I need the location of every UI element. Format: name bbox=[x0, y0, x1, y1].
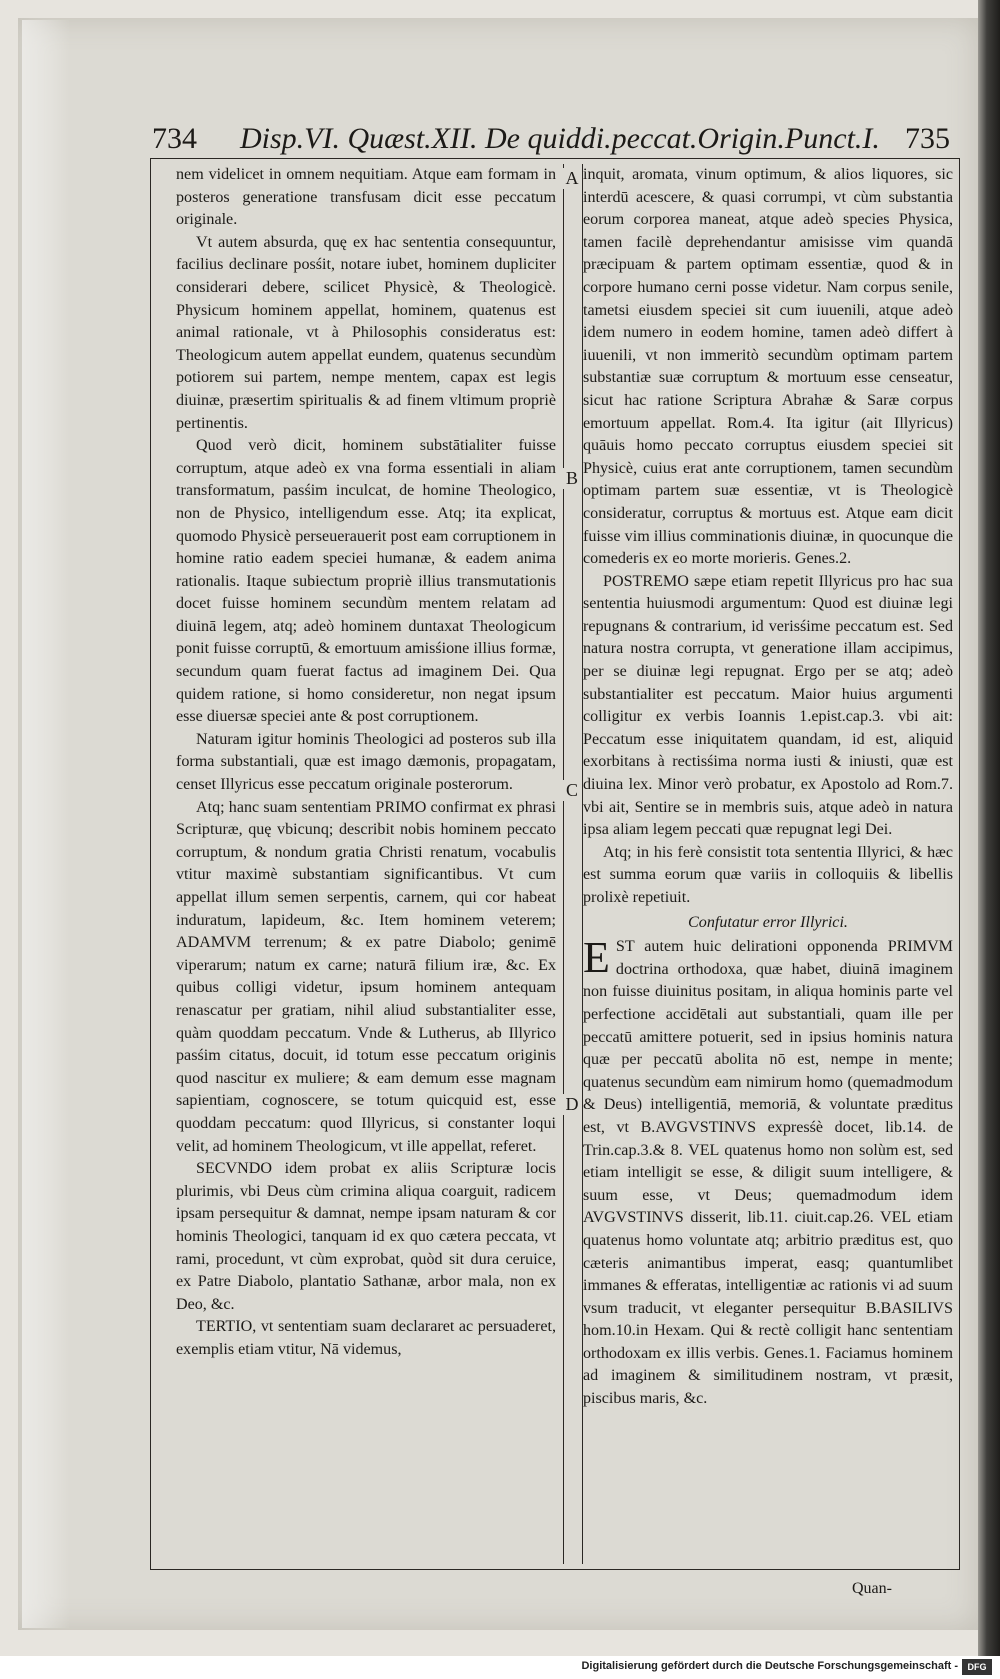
dropcap-letter: E bbox=[583, 933, 610, 983]
right-folio-number: 735 bbox=[905, 122, 950, 155]
catchword: Quan- bbox=[852, 1580, 892, 1597]
paragraph-with-dropcap bbox=[583, 933, 953, 1410]
paragraph: SECVNDO idem probat ex aliis Scripturæ locis plurimis, vbi Deus cùm crimina aliqua coarguit, radicem ipsam persequitur & damnat, nempe ipsam naturam & cor hominis Theologici, tanquam id ex quo cætera peccata, vt rami, procedunt, vt cùm exprobat, quòd sit dura ceruice, ex Patre Diabolo, plantatio Sathanæ, arbor mala, non ex Deo, &c. bbox=[176, 1160, 556, 1313]
paragraph: inquit, aromata, vinum optimum, & alios liquores, sic interdū acescere, & quasi corrumpi, vt cùm substantia eorum corporea maneat, atque adeò species Physica, tamen facilè deprehendantur amisisse vim quandā præcipuam & partem optimam essentiæ, quod & in corpore humano cerni posse videtur. Nam corpus senile, tametsi eiusdem speciei sit cum iuuenili, atque adeò idem numero in eodem homine, tamen adeò differt à iuuenili, vt non immeritò secundùm optimam partem substantiæ suæ corruptum & mortuum esse censeatur, sicut hac ratione Scriptura Abrahæ & Saræ corpus emortuum appellat. Rom.4. Ita igitur (ait Illyricus) quāuis homo peccato corruptus eiusdem speciei sit Physicè, cuius erat ante corruptionem, tamen secundùm optimam partem suæ essentiæ, vt is Theologicè consideratur, corruptus & mortuus est. Atque eam dicit fuisse vim illius comminationis diuinæ, in quocunque die comederis ex eo morte morieris. Genes.2. bbox=[583, 166, 953, 568]
running-head bbox=[150, 120, 958, 160]
book-spine bbox=[978, 0, 1000, 1679]
paragraph-text: ST autem huic delirationi opponenda PRIMVM doctrina orthodoxa, quæ habet, diuinā imaginem non fuisse diuinitus positam, in aliqua hominis parte vel perfectione accidētali aut substantiali, quam ille per peccatū amittere potuerit, sed in ipsius hominis natura quæ per peccatū abolita nō est, nempe in mente; quatenus secundùm eam nimirum homo (quemadmodum & Deus) intelligentiā, memoriā, & voluntate præditus est, vt B.AVGVSTINVS expresśè docet, lib.14. de Trin.cap.3.& 8. VEL quatenus homo non solùm est, sed etiam intelligit se esse, & diligit suum intelligere, & suum esse, vt Deus; quemadmodum idem AVGVSTINVS disserit, lib.11. ciuit.cap.26. VEL etiam quatenus homo voluntate atq; arbitrio præditus est, quo cæteris animantibus imperat, easq; quantumlibet immanes & efferatas, intelligentiæ ac rationis vi ad suum vsum traducit, vt eleganter persequitur B.BASILIVS hom.10.in Hexam. Qui & rectè colligit hanc sententiam orthodoxam ex illis verbis. Genes.1. Faciamus hominem ad imaginem & similitudinem nostram, vt præsit, piscibus maris, &c. bbox=[583, 938, 953, 1408]
paragraph: Naturam igitur hominis Theologici ad posteros sub illa forma substantiali, quæ est imago dæmonis, propagatam, censet Illyricus esse peccatum originale posterorum. bbox=[176, 730, 556, 794]
section-heading: Confutatur error Illyrici. bbox=[688, 913, 848, 931]
left-folio-number: 734 bbox=[152, 122, 197, 155]
margin-letter-c: C bbox=[563, 780, 581, 801]
margin-letter-d: D bbox=[563, 1094, 581, 1115]
footer-credit: Digitalisierung gefördert durch die Deutsche Forschungsgemeinschaft - bbox=[581, 1660, 958, 1672]
running-head-title: Disp.VI. Quæst.XII. De quiddi.peccat.Origin.Punct.I. bbox=[240, 122, 880, 155]
paragraph: Atq; hanc suam sententiam PRIMO confirmat ex phrasi Scripturæ, quę vbicunq; describit nobis hominem peccato corruptum, & nondum gratia Christi renatum, vocabulis vtitur maximè substantiam significantibus. Vt cum appellat illum semen serpentis, carnem, qui cor habeat induratum, lapideum, &c. Item hominem veterem; ADAMVM terrenum; & ex patre Diabolo; genimē viperarum; natum ex carne; naturā filium iræ, &c. Ex quibus colligi videtur, ipsum hominem antequam renascatur per gratiam, nihil aliud substantialiter esse, quàm quoddam peccatum. Vnde & Lutherus, ab Illyrico pasśim citatus, docuit, id totum esse peccatum originis quod nascitur ex muliere; & eam demum esse magnam sapientiam, cognoscere, se totum quicquid est, esse quoddam peccatum: quod Illyricus, si constanter loqui velit, ad hominem Theologicum, vt ille appellat, referet. bbox=[176, 798, 556, 1155]
margin-letter-a: A bbox=[563, 168, 581, 189]
dfg-logo-icon: DFG bbox=[962, 1659, 992, 1675]
margin-letter-b: B bbox=[563, 468, 581, 489]
paragraph: Quod verò dicit, hominem substātialiter fuisse corruptum, atque adeò ex vna forma essentiali in aliam transformatum, pasśim inculcat, de homine Theologico, non de Physico, intelligendum esse. Atq; ita explicat, quomodo Physicè perseuerauerit post eam corruptionem in homine ratio eadem speciei humanæ, & eadem anima rationalis. Itaque subiectum propriè illius transmutationis docet fuisse hominem secundùm mentem relatam ad diuinā legem, atq; adeò hominem duntaxat Theologicum ponit fuisse corruptū, & emortuum amisśione illius formæ, secundum quam fuerat factus ad imaginem Dei. Qua quidem ratione, si homo consideretur, non negat ipsum esse diuersæ speciei ante & post corruptionem. bbox=[176, 437, 556, 726]
paragraph: POSTREMO sæpe etiam repetit Illyricus pro hac sua sententia huiusmodi argumentum: Quod est diuinæ legi repugnans & contrarium, id verisśime peccatum est. Sed natura nostra corrupta, vt generatione illam accipimus, per se diuinæ legi repugnat. Ergo per se atq; adeò substantialiter est peccatum. Maior huius argumenti colligitur ex verbis Ioannis 1.epist.cap.3. vbi ait: Peccatum esse iniquitatem quandam, id est, aliquid exorbitans à rectisśima norma iusti & iniusti, quæ est diuina lex. Minor verò probatur, ex Apostolo ad Rom.7. vbi ait, Sentire se in membris suis, atque adeò in natura ipsa aliam legem peccati quæ repugnat legi Dei. bbox=[583, 572, 953, 839]
column-divider bbox=[563, 164, 583, 1564]
right-text-column bbox=[583, 164, 953, 1564]
paragraph: nem videlicet in omnem nequitiam. Atque eam formam in posteros generatione transfusam dicit esse peccatum originale. bbox=[176, 166, 556, 229]
digitization-footer bbox=[0, 1656, 1000, 1679]
left-text-column bbox=[176, 164, 556, 1564]
paragraph: Atq; in his ferè consistit tota sententia Illyrici, & hæc est summa eorum quæ variis in colloquiis & libellis prolixè repetiuit. bbox=[583, 843, 953, 906]
page-fold-shading bbox=[22, 20, 70, 1628]
paragraph: TERTIO, vt sententiam suam declararet ac persuaderet, exemplis etiam vtitur, Nā videmus, bbox=[176, 1318, 556, 1358]
paragraph: Vt autem absurda, quę ex hac sententia consequuntur, facilius declinare posśit, notare iubet, hominem dupliciter considerari debere, scilicet Physicè, & Theologicè. Physicum hominem appellat, hominem, quatenus est animal rationale, vt à Philosophis consideratus est: Theologicum autem appellat eundem, quatenus secundùm potiorem sui partem, nempe mentem, capax est legis diuinæ, præsertim spiritualis & ad finem vltimum propriè pertinentis. bbox=[176, 233, 556, 432]
